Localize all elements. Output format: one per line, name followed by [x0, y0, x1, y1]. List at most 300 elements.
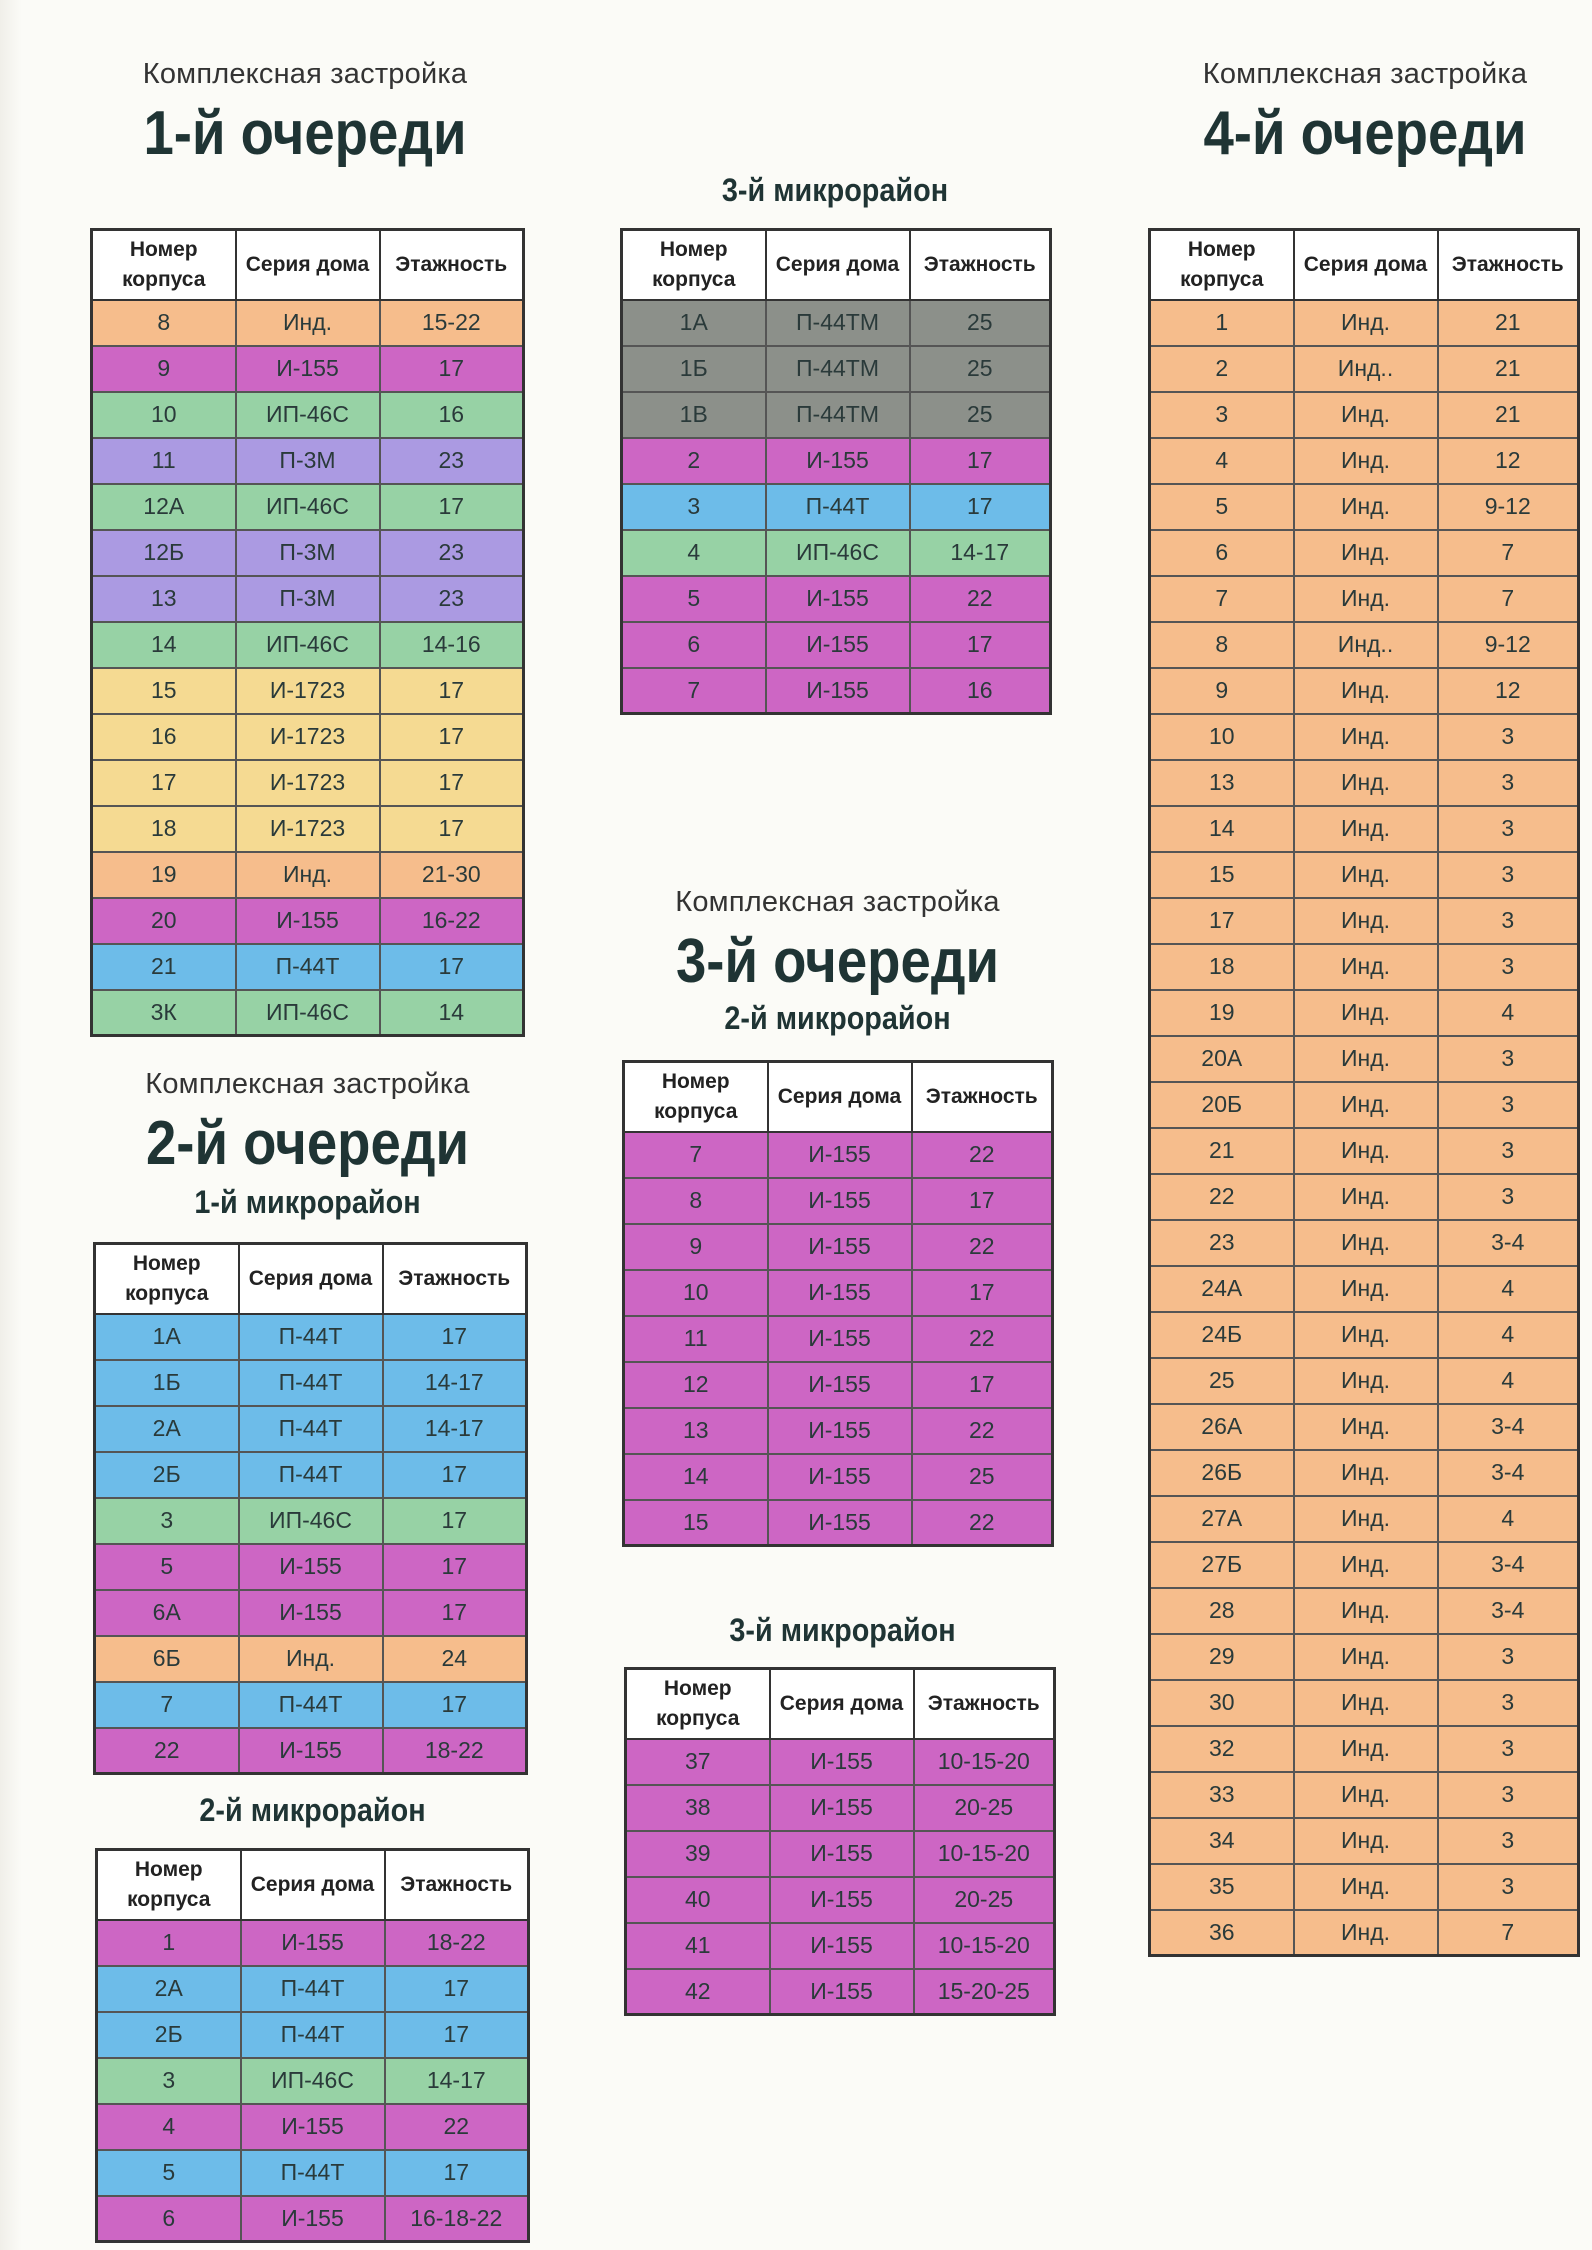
- cell-nomer: 34: [1150, 1818, 1294, 1864]
- cell-seria: ИП-46С: [236, 990, 380, 1036]
- table-row: [92, 668, 524, 714]
- cell-etazh: 14-17: [383, 1406, 527, 1452]
- col-header-nomer: Номер корпуса: [1150, 230, 1294, 300]
- col-header-etazh: Этажность: [385, 1850, 529, 1920]
- cell-seria: И-155: [239, 1544, 383, 1590]
- cell-etazh: 3-4: [1438, 1220, 1579, 1266]
- cell-etazh: 17: [383, 1314, 527, 1360]
- table-row: [1150, 1220, 1579, 1266]
- cell-etazh: 3: [1438, 1036, 1579, 1082]
- cell-seria: Инд.: [236, 300, 380, 346]
- table-row: [95, 1360, 527, 1406]
- cell-nomer: 30: [1150, 1680, 1294, 1726]
- cell-etazh: 17: [380, 760, 524, 806]
- cell-seria: П-44Т: [241, 2012, 385, 2058]
- cell-seria: Инд.: [1294, 1910, 1438, 1956]
- cell-etazh: 17: [383, 1498, 527, 1544]
- cell-seria: И-155: [768, 1500, 912, 1546]
- table-row: [1150, 1036, 1579, 1082]
- cell-etazh: 14-17: [385, 2058, 529, 2104]
- cell-seria: И-155: [770, 1877, 914, 1923]
- table-row: [95, 1452, 527, 1498]
- cell-nomer: 20А: [1150, 1036, 1294, 1082]
- table-row: [626, 1831, 1055, 1877]
- cell-etazh: 17: [383, 1544, 527, 1590]
- q2-mr1-table: [93, 1242, 528, 1775]
- cell-nomer: 11: [92, 438, 236, 484]
- cell-nomer: 15: [624, 1500, 768, 1546]
- cell-etazh: 23: [380, 530, 524, 576]
- cell-seria: П-44Т: [239, 1314, 383, 1360]
- cell-seria: Инд..: [1294, 346, 1438, 392]
- cell-etazh: 16-22: [380, 898, 524, 944]
- cell-seria: П-44Т: [236, 944, 380, 990]
- cell-etazh: 16-18-22: [385, 2196, 529, 2242]
- cell-nomer: 10: [1150, 714, 1294, 760]
- table-row: [92, 438, 524, 484]
- cell-etazh: 22: [385, 2104, 529, 2150]
- cell-nomer: 2: [622, 438, 766, 484]
- table-row: [1150, 852, 1579, 898]
- table-row: [622, 530, 1051, 576]
- cell-etazh: 3: [1438, 1082, 1579, 1128]
- cell-etazh: 22: [912, 1132, 1053, 1178]
- cell-nomer: 11: [624, 1316, 768, 1362]
- cell-etazh: 17: [912, 1362, 1053, 1408]
- table-row: [1150, 438, 1579, 484]
- table-row: [1150, 1542, 1579, 1588]
- cell-seria: И-155: [236, 346, 380, 392]
- cell-seria: И-155: [768, 1132, 912, 1178]
- cell-seria: Инд.: [1294, 1450, 1438, 1496]
- cell-nomer: 10: [624, 1270, 768, 1316]
- cell-nomer: 18: [92, 806, 236, 852]
- cell-seria: П-44ТМ: [766, 300, 910, 346]
- cell-nomer: 3К: [92, 990, 236, 1036]
- cell-seria: ИП-46С: [766, 530, 910, 576]
- cell-seria: Инд.: [1294, 1864, 1438, 1910]
- cell-etazh: 3: [1438, 760, 1579, 806]
- table-row: [626, 1923, 1055, 1969]
- cell-nomer: 24Б: [1150, 1312, 1294, 1358]
- col-header-seria: Серия дома: [768, 1062, 912, 1132]
- cell-nomer: 4: [622, 530, 766, 576]
- table-row: [92, 806, 524, 852]
- col-header-nomer: Номер корпуса: [624, 1062, 768, 1132]
- cell-etazh: 17: [380, 714, 524, 760]
- cell-seria: П-44Т: [241, 2150, 385, 2196]
- cell-nomer: 2А: [95, 1406, 239, 1452]
- cell-seria: И-155: [768, 1270, 912, 1316]
- cell-seria: И-155: [768, 1224, 912, 1270]
- cell-nomer: 24А: [1150, 1266, 1294, 1312]
- cell-etazh: 4: [1438, 1358, 1579, 1404]
- cell-etazh: 22: [910, 576, 1051, 622]
- q2-mr2-title: 2-й микрорайон: [199, 1792, 426, 1828]
- cell-seria: И-1723: [236, 668, 380, 714]
- cell-nomer: 6А: [95, 1590, 239, 1636]
- cell-nomer: 1Б: [95, 1360, 239, 1406]
- cell-seria: П-44Т: [766, 484, 910, 530]
- cell-seria: И-155: [236, 898, 380, 944]
- cell-seria: И-155: [766, 576, 910, 622]
- cell-seria: И-155: [770, 1739, 914, 1785]
- cell-etazh: 12: [1438, 668, 1579, 714]
- table-row: [1150, 622, 1579, 668]
- cell-nomer: 3: [622, 484, 766, 530]
- table-row: [1150, 300, 1579, 346]
- table-row: [624, 1454, 1053, 1500]
- cell-seria: Инд.: [1294, 1404, 1438, 1450]
- cell-etazh: 23: [380, 438, 524, 484]
- cell-seria: Инд.: [1294, 484, 1438, 530]
- cell-etazh: 3: [1438, 1772, 1579, 1818]
- cell-seria: И-155: [770, 1831, 914, 1877]
- cell-seria: И-155: [239, 1590, 383, 1636]
- cell-seria: Инд.: [1294, 1266, 1438, 1312]
- cell-nomer: 13: [92, 576, 236, 622]
- cell-nomer: 1Б: [622, 346, 766, 392]
- cell-seria: Инд.: [1294, 438, 1438, 484]
- cell-seria: Инд.: [1294, 1174, 1438, 1220]
- cell-seria: И-155: [770, 1923, 914, 1969]
- table-row: [1150, 576, 1579, 622]
- table-row: [95, 1590, 527, 1636]
- cell-etazh: 21: [1438, 300, 1579, 346]
- cell-nomer: 35: [1150, 1864, 1294, 1910]
- col-header-seria: Серия дома: [770, 1669, 914, 1739]
- cell-nomer: 20: [92, 898, 236, 944]
- q4-subtitle: Комплексная застройка: [1202, 58, 1528, 90]
- cell-nomer: 15: [92, 668, 236, 714]
- cell-seria: П-3М: [236, 438, 380, 484]
- col-header-etazh: Этажность: [1438, 230, 1579, 300]
- cell-seria: Инд.: [1294, 1726, 1438, 1772]
- col-header-etazh: Этажность: [912, 1062, 1053, 1132]
- cell-nomer: 5: [95, 1544, 239, 1590]
- cell-etazh: 7: [1438, 1910, 1579, 1956]
- cell-nomer: 25: [1150, 1358, 1294, 1404]
- cell-etazh: 25: [910, 346, 1051, 392]
- cell-seria: П-44Т: [241, 1966, 385, 2012]
- cell-seria: И-1723: [236, 806, 380, 852]
- q4-table: [1148, 228, 1580, 1957]
- cell-nomer: 9: [624, 1224, 768, 1270]
- cell-nomer: 7: [622, 668, 766, 714]
- cell-nomer: 15: [1150, 852, 1294, 898]
- cell-nomer: 17: [92, 760, 236, 806]
- cell-seria: Инд.: [239, 1636, 383, 1682]
- table-row: [97, 1966, 529, 2012]
- q2-mr3-title: 3-й микрорайон: [721, 172, 949, 208]
- cell-etazh: 17: [385, 2012, 529, 2058]
- cell-etazh: 12: [1438, 438, 1579, 484]
- table-row: [1150, 1174, 1579, 1220]
- cell-etazh: 17: [380, 944, 524, 990]
- table-row: [92, 392, 524, 438]
- cell-etazh: 3: [1438, 1174, 1579, 1220]
- table-row: [626, 1739, 1055, 1785]
- table-row: [1150, 668, 1579, 714]
- col-header-etazh: Этажность: [914, 1669, 1055, 1739]
- table-row: [1150, 714, 1579, 760]
- cell-seria: И-155: [241, 2196, 385, 2242]
- cell-etazh: 4: [1438, 1496, 1579, 1542]
- q2-mr2-table: [95, 1848, 530, 2243]
- cell-nomer: 6: [97, 2196, 241, 2242]
- table-row: [1150, 1312, 1579, 1358]
- cell-etazh: 3: [1438, 898, 1579, 944]
- table-row: [1150, 1358, 1579, 1404]
- cell-seria: Инд.: [1294, 1358, 1438, 1404]
- cell-nomer: 9: [1150, 668, 1294, 714]
- cell-nomer: 2А: [97, 1966, 241, 2012]
- cell-nomer: 26Б: [1150, 1450, 1294, 1496]
- q3-title: 3-й очереди: [675, 927, 1000, 996]
- col-header-seria: Серия дома: [241, 1850, 385, 1920]
- cell-seria: И-155: [239, 1728, 383, 1774]
- cell-etazh: 20-25: [914, 1877, 1055, 1923]
- table-row: [92, 346, 524, 392]
- cell-seria: П-3М: [236, 576, 380, 622]
- table-row: [1150, 1910, 1579, 1956]
- cell-seria: И-155: [770, 1785, 914, 1831]
- q3-mr3-table: [624, 1667, 1056, 2016]
- cell-seria: Инд.: [1294, 392, 1438, 438]
- cell-nomer: 26А: [1150, 1404, 1294, 1450]
- table-row: [624, 1408, 1053, 1454]
- table-row: [92, 852, 524, 898]
- cell-etazh: 4: [1438, 1312, 1579, 1358]
- cell-etazh: 17: [910, 438, 1051, 484]
- table-row: [622, 300, 1051, 346]
- cell-seria: И-155: [766, 622, 910, 668]
- table-row: [624, 1316, 1053, 1362]
- cell-etazh: 21: [1438, 392, 1579, 438]
- cell-seria: Инд.: [1294, 530, 1438, 576]
- cell-seria: ИП-46С: [236, 484, 380, 530]
- cell-etazh: 3: [1438, 1680, 1579, 1726]
- cell-nomer: 38: [626, 1785, 770, 1831]
- table-row: [95, 1636, 527, 1682]
- cell-etazh: 15-20-25: [914, 1969, 1055, 2015]
- cell-etazh: 17: [383, 1682, 527, 1728]
- table-row: [97, 2150, 529, 2196]
- cell-etazh: 3: [1438, 1128, 1579, 1174]
- cell-seria: Инд.: [1294, 1588, 1438, 1634]
- cell-etazh: 3: [1438, 1634, 1579, 1680]
- cell-nomer: 32: [1150, 1726, 1294, 1772]
- table-row: [92, 944, 524, 990]
- table-row: [1150, 898, 1579, 944]
- col-header-etazh: Этажность: [380, 230, 524, 300]
- cell-seria: И-155: [770, 1969, 914, 2015]
- table-row: [97, 2196, 529, 2242]
- cell-seria: Инд.: [1294, 1312, 1438, 1358]
- cell-etazh: 7: [1438, 530, 1579, 576]
- cell-seria: И-155: [766, 668, 910, 714]
- table-row: [92, 990, 524, 1036]
- q3-mr2-title: 2-й микрорайон: [724, 1000, 951, 1036]
- cell-nomer: 2Б: [97, 2012, 241, 2058]
- cell-etazh: 21-30: [380, 852, 524, 898]
- table-row: [622, 668, 1051, 714]
- table-row: [1150, 806, 1579, 852]
- cell-etazh: 25: [912, 1454, 1053, 1500]
- table-row: [1150, 1634, 1579, 1680]
- col-header-nomer: Номер корпуса: [92, 230, 236, 300]
- cell-seria: И-1723: [236, 714, 380, 760]
- cell-etazh: 3: [1438, 714, 1579, 760]
- table-row: [1150, 1588, 1579, 1634]
- cell-nomer: 4: [97, 2104, 241, 2150]
- cell-nomer: 27А: [1150, 1496, 1294, 1542]
- cell-seria: И-155: [766, 438, 910, 484]
- cell-seria: И-155: [768, 1316, 912, 1362]
- cell-etazh: 14-16: [380, 622, 524, 668]
- cell-seria: Инд.: [1294, 1680, 1438, 1726]
- cell-etazh: 17: [912, 1178, 1053, 1224]
- cell-etazh: 3-4: [1438, 1542, 1579, 1588]
- q3-mr2-table: [622, 1060, 1054, 1547]
- table-row: [95, 1406, 527, 1452]
- cell-etazh: 10-15-20: [914, 1831, 1055, 1877]
- cell-etazh: 18-22: [385, 1920, 529, 1966]
- table-row: [95, 1314, 527, 1360]
- table-row: [1150, 484, 1579, 530]
- table-row: [92, 530, 524, 576]
- cell-etazh: 22: [912, 1500, 1053, 1546]
- table-row: [92, 760, 524, 806]
- table-row: [1150, 1266, 1579, 1312]
- col-header-etazh: Этажность: [383, 1244, 527, 1314]
- cell-nomer: 8: [624, 1178, 768, 1224]
- q1-title: 1-й очереди: [143, 99, 467, 168]
- table-row: [624, 1224, 1053, 1270]
- cell-seria: Инд.: [1294, 1634, 1438, 1680]
- cell-etazh: 17: [912, 1270, 1053, 1316]
- col-header-nomer: Номер корпуса: [97, 1850, 241, 1920]
- cell-nomer: 33: [1150, 1772, 1294, 1818]
- cell-nomer: 27Б: [1150, 1542, 1294, 1588]
- cell-nomer: 14: [92, 622, 236, 668]
- cell-etazh: 17: [910, 622, 1051, 668]
- cell-seria: Инд.: [1294, 1220, 1438, 1266]
- cell-seria: И-155: [768, 1454, 912, 1500]
- cell-nomer: 22: [1150, 1174, 1294, 1220]
- cell-nomer: 1А: [95, 1314, 239, 1360]
- cell-etazh: 17: [380, 668, 524, 714]
- table-row: [1150, 1864, 1579, 1910]
- cell-seria: Инд.: [1294, 1036, 1438, 1082]
- cell-seria: И-155: [768, 1408, 912, 1454]
- cell-nomer: 19: [92, 852, 236, 898]
- cell-etazh: 21: [1438, 346, 1579, 392]
- cell-nomer: 1: [97, 1920, 241, 1966]
- cell-nomer: 14: [624, 1454, 768, 1500]
- cell-etazh: 14-17: [383, 1360, 527, 1406]
- cell-seria: Инд.: [1294, 1496, 1438, 1542]
- cell-seria: И-155: [241, 1920, 385, 1966]
- cell-nomer: 20Б: [1150, 1082, 1294, 1128]
- cell-nomer: 6: [622, 622, 766, 668]
- cell-etazh: 17: [380, 806, 524, 852]
- cell-etazh: 22: [912, 1224, 1053, 1270]
- cell-etazh: 25: [910, 300, 1051, 346]
- cell-seria: П-3М: [236, 530, 380, 576]
- q1-subtitle: Комплексная застройка: [142, 58, 468, 90]
- table-row: [624, 1178, 1053, 1224]
- table-row: [92, 622, 524, 668]
- cell-etazh: 9-12: [1438, 622, 1579, 668]
- q2-title: 2-й очереди: [145, 1109, 470, 1178]
- cell-etazh: 4: [1438, 990, 1579, 1036]
- q2-mr1-title: 1-й микрорайон: [194, 1184, 421, 1220]
- table-row: [1150, 1082, 1579, 1128]
- cell-etazh: 4: [1438, 1266, 1579, 1312]
- table-row: [1150, 346, 1579, 392]
- cell-seria: Инд.: [1294, 1542, 1438, 1588]
- cell-nomer: 6: [1150, 530, 1294, 576]
- cell-nomer: 9: [92, 346, 236, 392]
- table-row: [95, 1498, 527, 1544]
- table-row: [622, 392, 1051, 438]
- cell-seria: П-44Т: [239, 1682, 383, 1728]
- cell-nomer: 22: [95, 1728, 239, 1774]
- cell-etazh: 7: [1438, 576, 1579, 622]
- cell-etazh: 3: [1438, 944, 1579, 990]
- table-row: [92, 484, 524, 530]
- cell-nomer: 4: [1150, 438, 1294, 484]
- table-row: [92, 300, 524, 346]
- table-row: [92, 898, 524, 944]
- cell-seria: Инд.: [1294, 990, 1438, 1036]
- cell-nomer: 18: [1150, 944, 1294, 990]
- cell-etazh: 10-15-20: [914, 1923, 1055, 1969]
- cell-etazh: 14-17: [910, 530, 1051, 576]
- table-row: [1150, 1128, 1579, 1174]
- cell-nomer: 39: [626, 1831, 770, 1877]
- cell-etazh: 22: [912, 1316, 1053, 1362]
- table-row: [97, 2012, 529, 2058]
- table-row: [624, 1270, 1053, 1316]
- table-row: [97, 2058, 529, 2104]
- table-row: [1150, 1450, 1579, 1496]
- table-row: [622, 622, 1051, 668]
- cell-nomer: 41: [626, 1923, 770, 1969]
- col-header-nomer: Номер корпуса: [622, 230, 766, 300]
- cell-etazh: 20-25: [914, 1785, 1055, 1831]
- table-row: [1150, 1726, 1579, 1772]
- table-row: [622, 484, 1051, 530]
- cell-seria: ИП-46С: [236, 392, 380, 438]
- cell-nomer: 8: [1150, 622, 1294, 668]
- cell-seria: Инд.: [1294, 1818, 1438, 1864]
- table-row: [95, 1682, 527, 1728]
- cell-nomer: 37: [626, 1739, 770, 1785]
- cell-nomer: 23: [1150, 1220, 1294, 1266]
- cell-etazh: 10-15-20: [914, 1739, 1055, 1785]
- cell-nomer: 5: [1150, 484, 1294, 530]
- cell-etazh: 17: [385, 2150, 529, 2196]
- cell-nomer: 3: [1150, 392, 1294, 438]
- cell-nomer: 1: [1150, 300, 1294, 346]
- cell-nomer: 7: [1150, 576, 1294, 622]
- table-row: [1150, 392, 1579, 438]
- table-row: [1150, 944, 1579, 990]
- cell-nomer: 2: [1150, 346, 1294, 392]
- cell-seria: Инд.: [1294, 760, 1438, 806]
